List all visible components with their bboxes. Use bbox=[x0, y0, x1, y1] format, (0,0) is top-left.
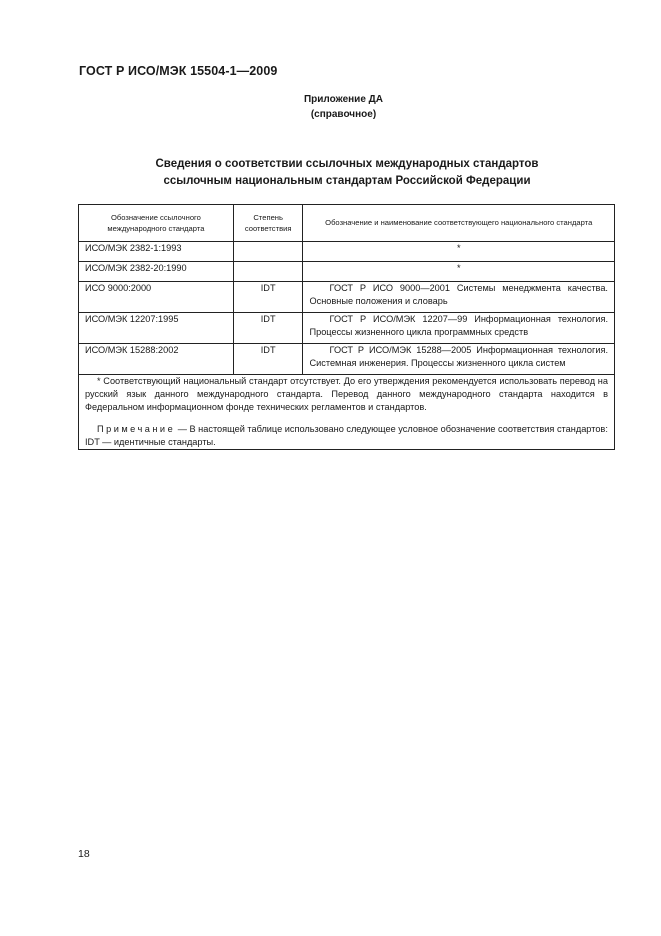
page-number: 18 bbox=[78, 848, 90, 860]
note-idt-definition: IDT — идентичные стандарты. bbox=[85, 437, 216, 447]
national-standard-cell bbox=[303, 313, 615, 344]
section-title bbox=[80, 156, 614, 190]
degree-cell bbox=[233, 262, 303, 282]
intl-standard-cell: ИСО/МЭК 15288:2002 bbox=[79, 344, 234, 375]
national-standard-cell: * bbox=[303, 262, 615, 282]
note-paragraph bbox=[85, 423, 608, 436]
appendix-title: Приложение ДА bbox=[303, 94, 384, 105]
section-title-line-2: ссылочным национальным стандартам Российской Федерации bbox=[163, 175, 531, 187]
table-row bbox=[79, 313, 615, 344]
document-code: ГОСТ Р ИСО/МЭК 15504-1—2009 bbox=[79, 64, 278, 78]
header-national-standard: Обозначение и наименование соответствующего национального стандарта bbox=[303, 205, 615, 242]
table-notes-row bbox=[79, 375, 615, 450]
note-text: — В настоящей таблице использовано следующее условное обозначение соответствия стандартов: bbox=[175, 424, 608, 434]
national-standard-cell bbox=[303, 344, 615, 375]
header-degree: Степень соответствия bbox=[233, 205, 303, 242]
national-standard-cell: * bbox=[303, 242, 615, 262]
degree-cell: IDT bbox=[233, 344, 303, 375]
degree-cell bbox=[233, 242, 303, 262]
intl-standard-cell: ИСО 9000:2000 bbox=[79, 282, 234, 313]
table-row bbox=[79, 242, 615, 262]
footnote: * Соответствующий национальный стандарт отсутствует. До его утверждения рекомендуется использовать перевод на русский язык данного международного стандарта. Перевод данного международного стандарта находится в Федеральном информационном фонде технических регламентов и стандартов. bbox=[85, 376, 608, 412]
header-intl-standard: Обозначение ссылочного международного стандарта bbox=[79, 205, 234, 242]
national-standard-text: ГОСТ Р ИСО 9000—2001 Системы менеджмента качества. Основные положения и словарь bbox=[309, 283, 608, 306]
national-standard-text: ГОСТ Р ИСО/МЭК 15288—2005 Информационная технология. Системная инженерия. Процессы жизненного цикла систем bbox=[309, 345, 608, 368]
table-row bbox=[79, 282, 615, 313]
correspondence-table bbox=[78, 204, 615, 450]
appendix-heading bbox=[0, 92, 661, 122]
degree-cell: IDT bbox=[233, 282, 303, 313]
table-notes-cell bbox=[79, 375, 615, 450]
national-standard-text: ГОСТ Р ИСО/МЭК 12207—99 Информационная технология. Процессы жизненного цикла программных средств bbox=[309, 314, 608, 337]
table-row bbox=[79, 344, 615, 375]
section-title-line-1: Сведения о соответствии ссылочных международных стандартов bbox=[155, 158, 539, 170]
note-label: Примечание bbox=[97, 424, 176, 434]
appendix-subtitle: (справочное) bbox=[310, 109, 377, 120]
national-standard-cell bbox=[303, 282, 615, 313]
degree-cell: IDT bbox=[233, 313, 303, 344]
table-row bbox=[79, 262, 615, 282]
intl-standard-cell: ИСО/МЭК 2382-1:1993 bbox=[79, 242, 234, 262]
intl-standard-cell: ИСО/МЭК 12207:1995 bbox=[79, 313, 234, 344]
intl-standard-cell: ИСО/МЭК 2382-20:1990 bbox=[79, 262, 234, 282]
table-header-row bbox=[79, 205, 615, 242]
